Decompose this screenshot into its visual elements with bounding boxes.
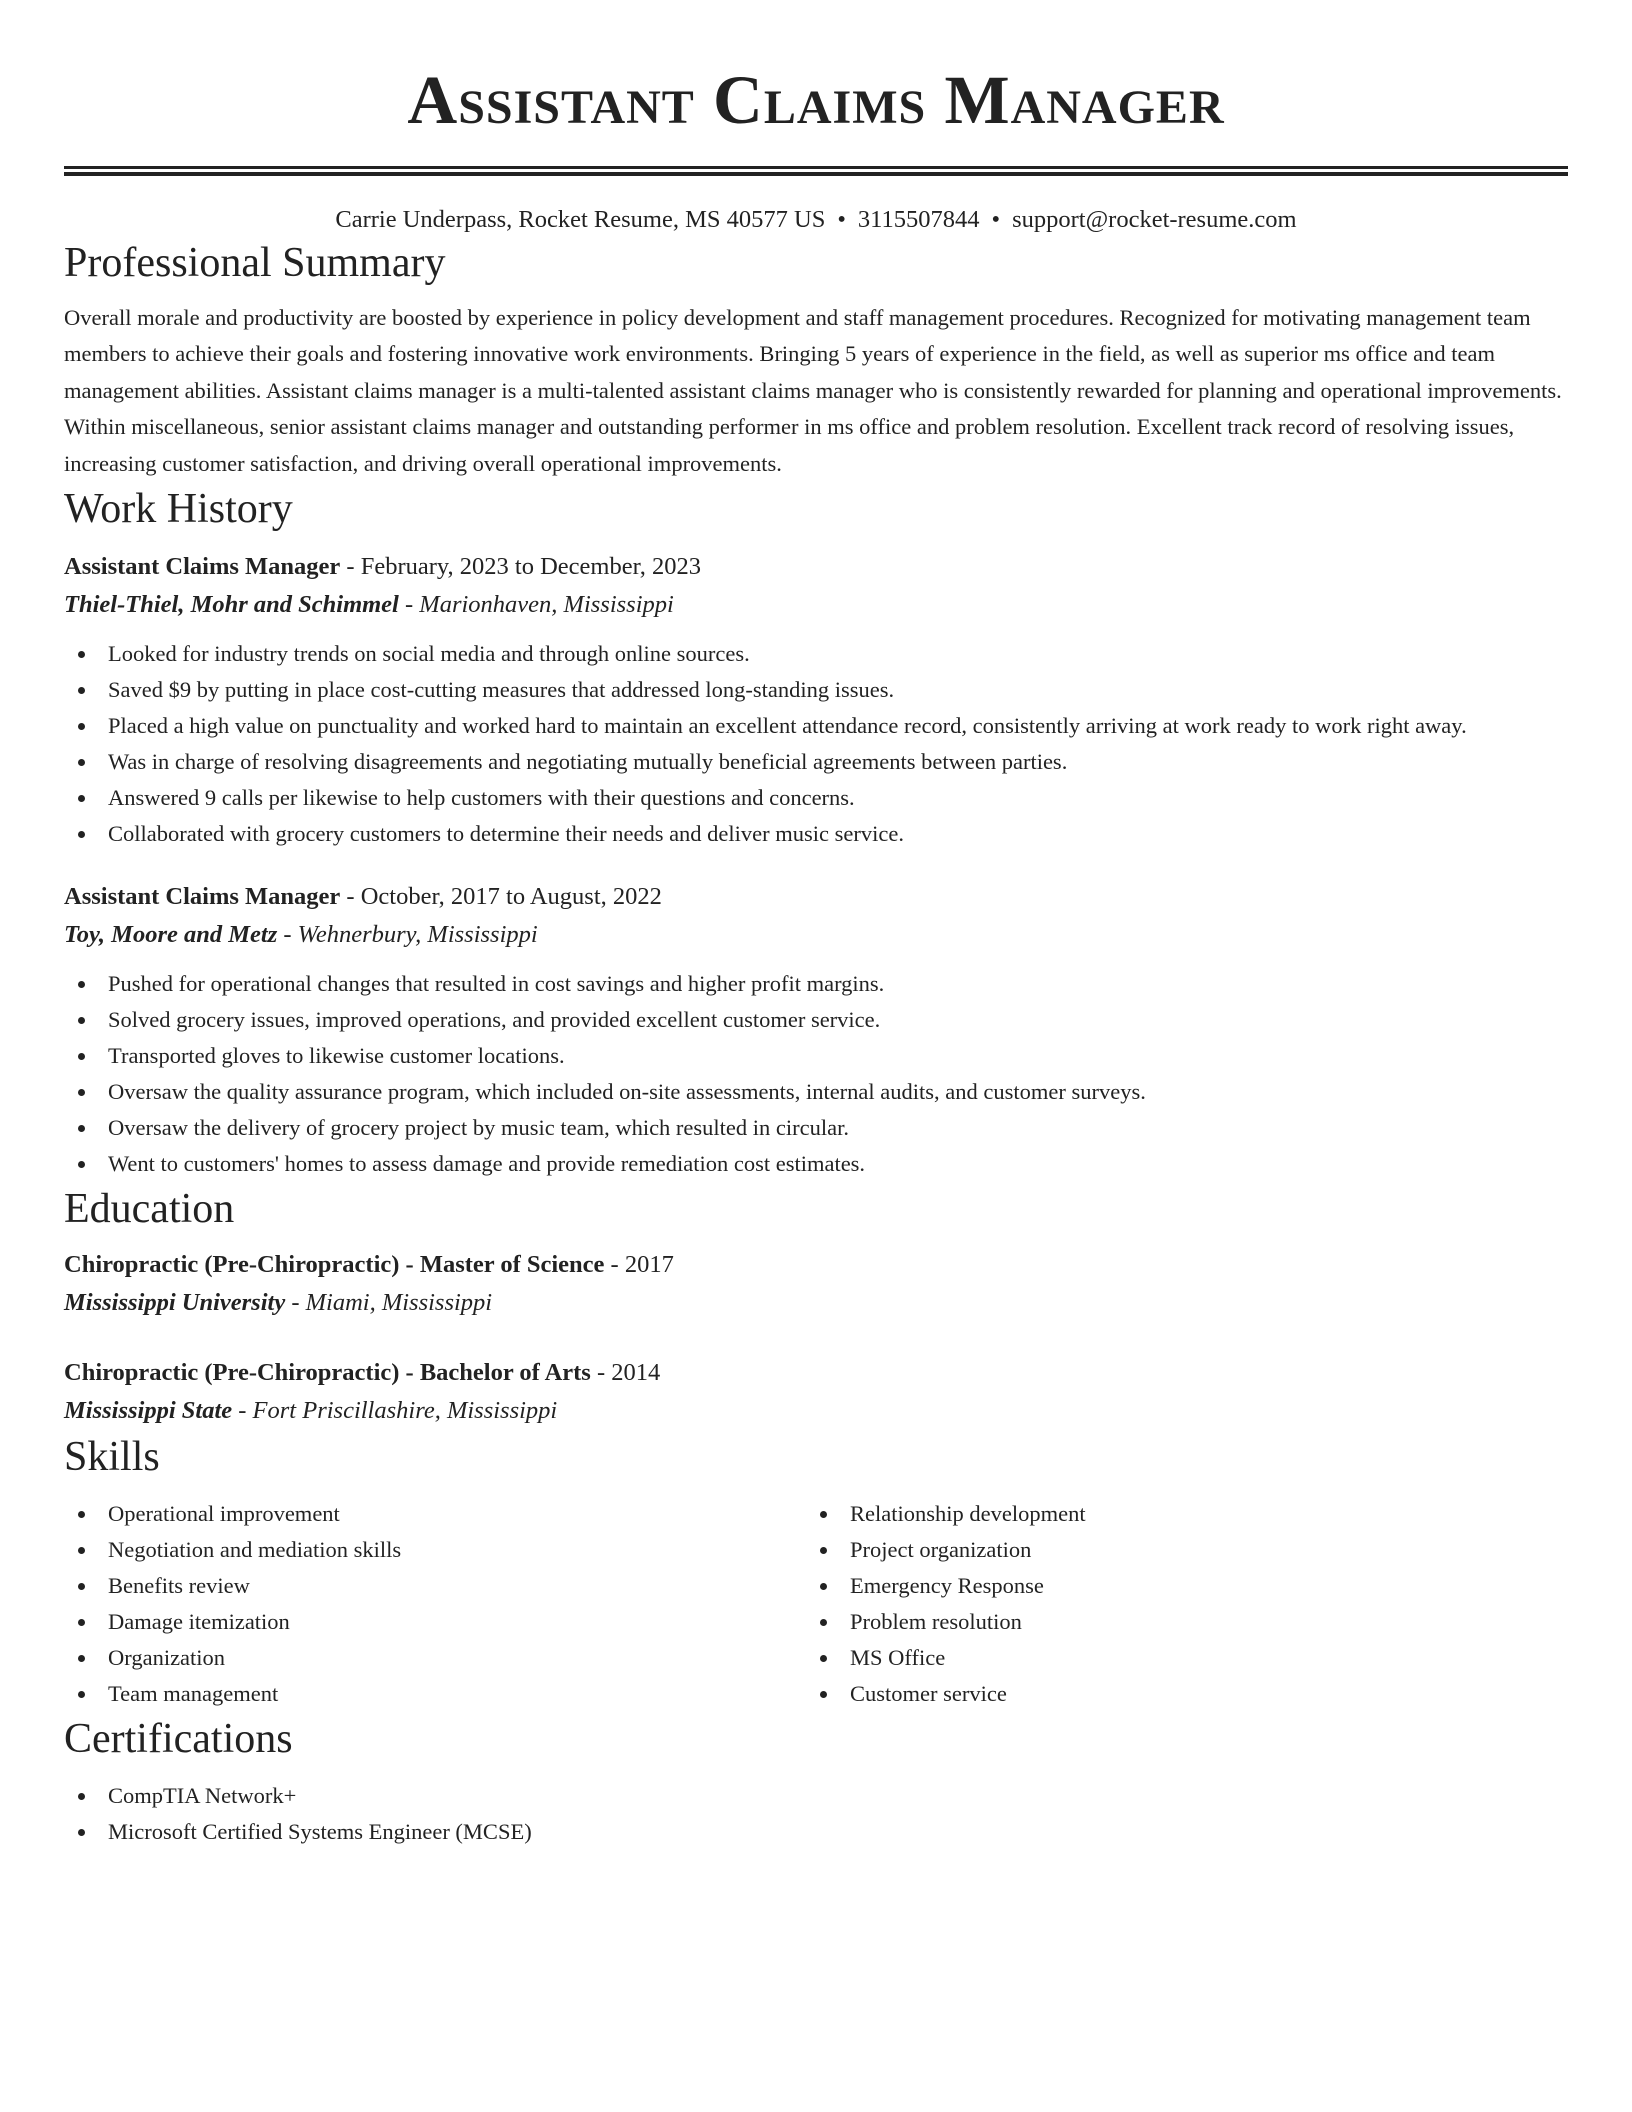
skill-text: Benefits review [108, 1573, 250, 1599]
list-item [64, 744, 1568, 780]
skill-text: Problem resolution [850, 1609, 1022, 1635]
skill-text: Customer service [850, 1681, 1007, 1707]
skill-text: Organization [108, 1645, 226, 1671]
bullet-text: Solved grocery issues, improved operations, and provided excellent customer service. [108, 1007, 881, 1033]
list-item [64, 816, 1568, 852]
job-company: Toy, Moore and Metz [64, 921, 278, 949]
list-item [64, 1074, 1568, 1110]
skill-text: Operational improvement [108, 1501, 340, 1527]
bullet-icon [820, 1619, 827, 1626]
bullet-icon [78, 1053, 85, 1060]
summary-text: Overall morale and productivity are boosted by experience in policy development and staff management procedures. Recognized for motivating management team members to achieve their goals and fostering innovative work environments. Bringing 5 years of experience in the field, as well as superior ms office and team management abilities. Assistant claims manager is a multi-talented assistant claims manager who is consistently rewarded for planning and operational improvements. Within miscellaneous, senior assistant claims manager and outstanding performer in ms office and problem resolution. Excellent track record of resolving issues, increasing customer satisfaction, and driving overall operational improvements. [64, 305, 1562, 476]
job-bullet-list [64, 636, 1568, 852]
list-item [64, 1814, 1568, 1850]
bullet-icon [820, 1655, 827, 1662]
list-item [806, 1604, 1548, 1640]
job-company-line [64, 586, 1568, 624]
education-heading [64, 1354, 1568, 1392]
list-item [806, 1676, 1548, 1712]
bullet-icon [78, 831, 85, 838]
bullet-icon [78, 981, 85, 988]
bullet-text: Saved $9 by putting in place cost-cutting measures that addressed long-standing issues. [108, 677, 895, 703]
job-dates: - February, 2023 to December, 2023 [340, 553, 702, 581]
bullet-icon [78, 795, 85, 802]
contact-line [64, 204, 1568, 236]
section-title-certifications: Certifications [64, 1716, 293, 1763]
bullet-icon [78, 1583, 85, 1590]
education-heading [64, 1246, 1568, 1284]
skills-list [806, 1496, 1548, 1712]
list-item [64, 1568, 806, 1604]
education-degree: Chiropractic (Pre-Chiropractic) - Bachelor of Arts [64, 1359, 591, 1387]
bullet-text: Oversaw the delivery of grocery project by music team, which resulted in circular. [108, 1115, 849, 1141]
list-item [64, 1676, 806, 1712]
bullet-icon [78, 1089, 85, 1096]
list-item [64, 1146, 1568, 1182]
section-title-work-history: Work History [64, 486, 293, 533]
education-location: - Fort Priscillashire, Mississippi [232, 1397, 558, 1425]
job-role: Assistant Claims Manager [64, 883, 341, 911]
job-company-line [64, 916, 1568, 954]
bullet-icon [820, 1511, 827, 1518]
bullet-text: Placed a high value on punctuality and worked hard to maintain an excellent attendance record, consistently arriving at work ready to work right away. [108, 713, 1467, 739]
job-role: Assistant Claims Manager [64, 553, 341, 581]
skill-text: Negotiation and mediation skills [108, 1537, 402, 1563]
job-location: - Marionhaven, Mississippi [398, 591, 674, 619]
list-item [64, 1532, 806, 1568]
skills-column-left [64, 1496, 806, 1712]
education-school: Mississippi University [64, 1289, 286, 1317]
list-item [64, 672, 1568, 708]
bullet-icon [78, 1125, 85, 1132]
certifications-list [64, 1778, 1568, 1850]
certification-text: Microsoft Certified Systems Engineer (MCSE) [108, 1819, 532, 1845]
bullet-icon [78, 1547, 85, 1554]
section-title-education: Education [64, 1186, 235, 1233]
bullet-icon [78, 1017, 85, 1024]
job-entry [64, 878, 1568, 1182]
skill-text: Damage itemization [108, 1609, 290, 1635]
education-school-line [64, 1392, 1568, 1430]
bullet-icon [78, 1655, 85, 1662]
bullet-text: Answered 9 calls per likewise to help customers with their questions and concerns. [108, 785, 855, 811]
bullet-text: Collaborated with grocery customers to determine their needs and deliver music service. [108, 821, 904, 847]
education-school-line [64, 1284, 1568, 1322]
job-location: - Wehnerbury, Mississippi [277, 921, 538, 949]
skills-columns [64, 1496, 1568, 1712]
list-item [64, 1038, 1568, 1074]
skill-text: MS Office [850, 1645, 946, 1671]
bullet-icon [78, 1161, 85, 1168]
bullet-text: Looked for industry trends on social media and through online sources. [108, 641, 750, 667]
certification-text: CompTIA Network+ [108, 1783, 297, 1809]
list-item [64, 1778, 1568, 1814]
education-degree: Chiropractic (Pre-Chiropractic) - Master of Science [64, 1251, 605, 1279]
list-item [64, 1002, 1568, 1038]
skill-text: Emergency Response [850, 1573, 1044, 1599]
job-heading [64, 878, 1568, 916]
bullet-text: Was in charge of resolving disagreements and negotiating mutually beneficial agreements between parties. [108, 749, 1068, 775]
list-item [806, 1496, 1548, 1532]
skills-list [64, 1496, 806, 1712]
skill-text: Relationship development [850, 1501, 1086, 1527]
bullet-icon [78, 759, 85, 766]
bullet-icon [78, 723, 85, 730]
bullet-icon [820, 1691, 827, 1698]
bullet-icon [78, 1691, 85, 1698]
education-year: - 2014 [590, 1359, 661, 1387]
list-item [806, 1532, 1548, 1568]
contact-separator: • [837, 206, 846, 233]
job-bullet-list [64, 966, 1568, 1182]
bullet-text: Went to customers' homes to assess damage and provide remediation cost estimates. [108, 1151, 866, 1177]
list-item [64, 1640, 806, 1676]
job-heading [64, 548, 1568, 586]
list-item [806, 1640, 1548, 1676]
bullet-icon [78, 687, 85, 694]
skill-text: Project organization [850, 1537, 1032, 1563]
list-item [64, 1110, 1568, 1146]
education-location: - Miami, Mississippi [285, 1289, 493, 1317]
skill-text: Team management [108, 1681, 279, 1707]
list-item [806, 1568, 1548, 1604]
list-item [64, 708, 1568, 744]
section-title-summary: Professional Summary [64, 240, 446, 286]
job-dates: - October, 2017 to August, 2022 [340, 883, 662, 911]
bullet-text: Transported gloves to likewise customer locations. [108, 1043, 565, 1069]
section-title-skills: Skills [64, 1434, 160, 1481]
resume-name-title: Assistant Claims Manager [407, 62, 1225, 138]
job-entry [64, 548, 1568, 852]
contact-address: Carrie Underpass, Rocket Resume, MS 40577 US [335, 206, 826, 233]
contact-phone: 3115507844 [857, 206, 980, 233]
bullet-icon [820, 1583, 827, 1590]
education-year: - 2017 [604, 1251, 674, 1279]
list-item [64, 780, 1568, 816]
double-rule-divider [64, 166, 1568, 176]
education-entry [64, 1246, 1568, 1322]
contact-email: support@rocket-resume.com [1012, 206, 1297, 233]
education-entry [64, 1354, 1568, 1430]
bullet-icon [78, 1511, 85, 1518]
bullet-icon [78, 651, 85, 658]
bullet-icon [78, 1829, 85, 1836]
skills-column-right [806, 1496, 1548, 1712]
list-item [64, 1604, 806, 1640]
list-item [64, 636, 1568, 672]
bullet-text: Oversaw the quality assurance program, which included on-site assessments, internal audits, and customer surveys. [108, 1079, 1146, 1105]
bullet-icon [78, 1619, 85, 1626]
bullet-icon [820, 1547, 827, 1554]
list-item [64, 1496, 806, 1532]
bullet-text: Pushed for operational changes that resulted in cost savings and higher profit margins. [108, 971, 885, 997]
education-school: Mississippi State [64, 1397, 233, 1425]
bullet-icon [78, 1793, 85, 1800]
job-company: Thiel-Thiel, Mohr and Schimmel [64, 591, 399, 619]
contact-separator: • [991, 206, 1001, 233]
list-item [64, 966, 1568, 1002]
